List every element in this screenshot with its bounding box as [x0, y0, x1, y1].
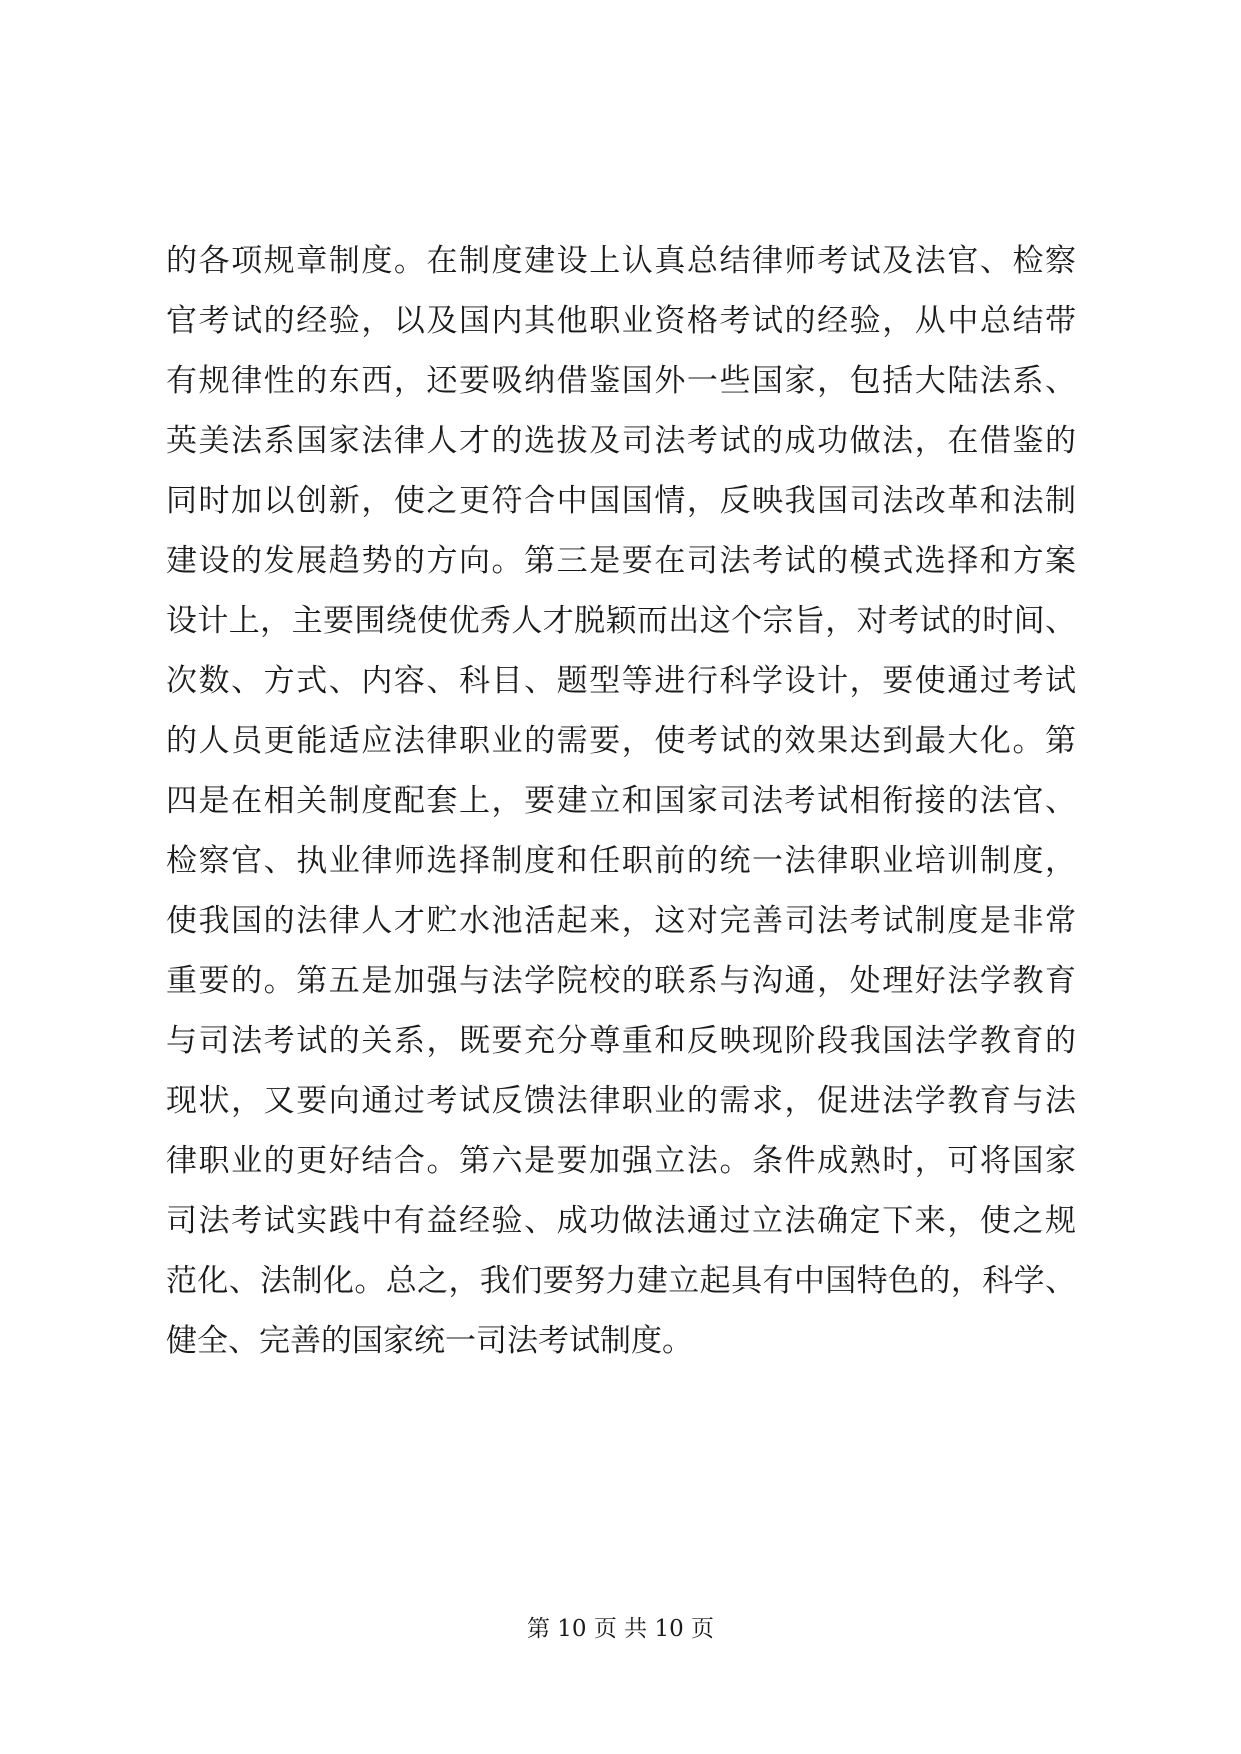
text-line: 官考试的经验，以及国内其他职业资格考试的经验，从中总结带 [166, 303, 1076, 339]
text-line: 律职业的更好结合。第六是要加强立法。条件成熟时，可将国家 [166, 1143, 1076, 1179]
text-line: 设计上，主要围绕使优秀人才脱颖而出这个宗旨，对考试的时间、 [166, 603, 1076, 639]
text-line: 次数、方式、内容、科目、题型等进行科学设计，要使通过考试 [166, 663, 1076, 699]
text-line: 现状，又要向通过考试反馈法律职业的需求，促进法学教育与法 [166, 1083, 1076, 1119]
page-footer: 第 10 页 共 10 页 [526, 1616, 715, 1642]
text-line: 的人员更能适应法律职业的需要，使考试的效果达到最大化。第 [166, 723, 1076, 759]
text-line: 重要的。第五是加强与法学院校的联系与沟通，处理好法学教育 [166, 963, 1076, 999]
text-line: 检察官、执业律师选择制度和任职前的统一法律职业培训制度， [166, 843, 1076, 879]
text-line: 范化、法制化。总之，我们要努力建立起具有中国特色的，科学、 [166, 1263, 1076, 1299]
text-line: 的各项规章制度。在制度建设上认真总结律师考试及法官、检察 [166, 243, 1076, 279]
body-paragraph [166, 231, 1076, 1371]
text-line: 英美法系国家法律人才的选拔及司法考试的成功做法，在借鉴的 [166, 423, 1076, 459]
text-line: 有规律性的东西，还要吸纳借鉴国外一些国家，包括大陆法系、 [166, 363, 1076, 399]
text-line: 与司法考试的关系，既要充分尊重和反映现阶段我国法学教育的 [166, 1023, 1076, 1059]
text-line: 建设的发展趋势的方向。第三是要在司法考试的模式选择和方案 [166, 543, 1076, 579]
text-line: 四是在相关制度配套上，要建立和国家司法考试相衔接的法官、 [166, 783, 1076, 819]
text-line: 使我国的法律人才贮水池活起来，这对完善司法考试制度是非常 [166, 903, 1076, 939]
text-line: 健全、完善的国家统一司法考试制度。 [166, 1323, 693, 1359]
text-line: 同时加以创新，使之更符合中国国情，反映我国司法改革和法制 [166, 483, 1076, 519]
text-line: 司法考试实践中有益经验、成功做法通过立法确定下来，使之规 [166, 1203, 1076, 1239]
